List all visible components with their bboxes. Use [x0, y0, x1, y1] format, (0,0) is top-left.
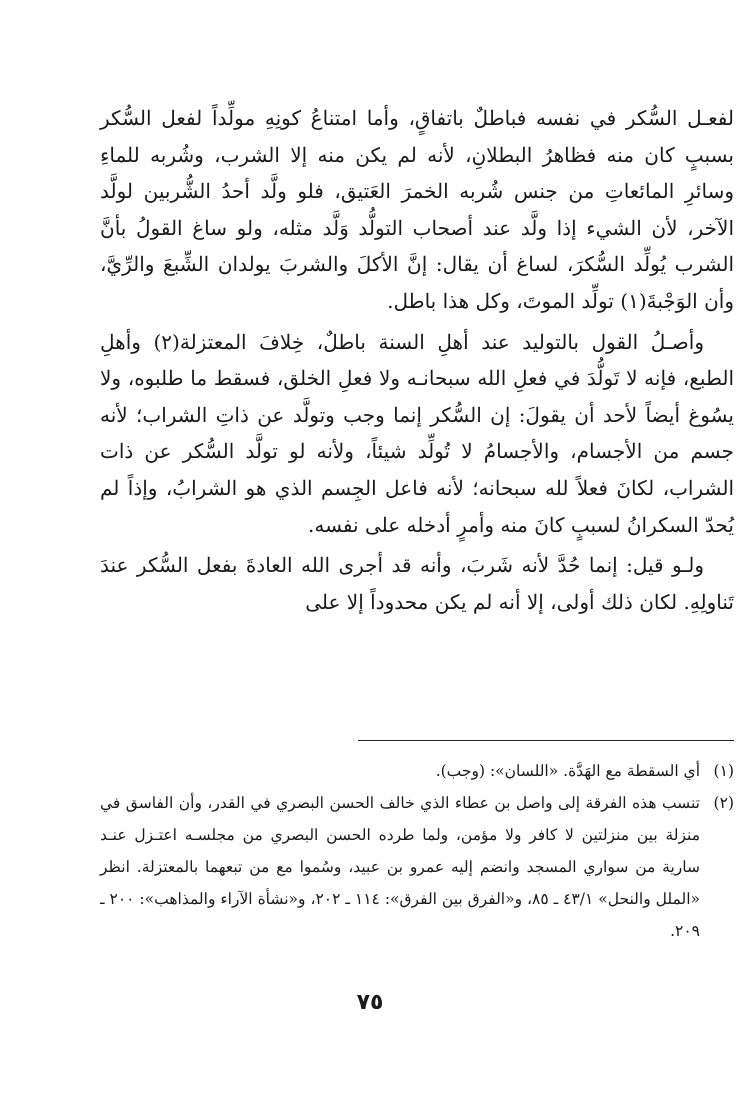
page-number: ٧٥: [356, 990, 384, 1015]
footnote-text: أي السقطة مع الهَدَّة. «اللسان»: (وجب).: [435, 762, 700, 780]
footnotes: [100, 755, 734, 947]
footnote-separator: [358, 740, 734, 741]
paragraph: لفعـل السُّكر في نفسه فباطلٌ باتفاقٍ، وأما امتناعُ كونِهِ مولِّداً لفعل السُّكر بسببٍ كان منه فظاهرُ البطلانِ، لأنه لم يكن منه إلا الشرب، وشُربه للماءِ وسائرِ المائعاتِ من جنس شُربه الخمرَ العَتيق، فلو ولَّد أحدُ الشُّربين لولَّد الآخر، لأن الشيء إذا ولَّد عند أصحاب التولُّد وَلَّد مثله، ولو ساغ القولُ بأنَّ الشرب يُولِّد السُّكرَ، لساغ أن يقال: إنَّ الأكلَ والشربَ يولدان الشِّبعَ والرِّيَّ، وأن الوَجْبةَ(١) تولِّد الموتَ، وكل هذا باطل.: [100, 106, 735, 313]
paragraph: ولـو قيل: إنما حُدَّ لأنه شَربَ، وأنه قد أجرى الله العادةَ بفعل السُّكر عندَ تَناولِهِ. لكان ذلك أولى، إلا أنه لم يكن محدوداً إلا على: [100, 553, 734, 614]
footnote: [100, 787, 734, 947]
paragraph: وأصـلُ القول بالتوليد عند أهلِ السنة باطلٌ، خِلافَ المعتزلة(٢) وأهلِ الطبع، فإنه لا تَولُّدَ في فعلِ الله سبحانـه ولا فعلِ الخلق، فسقط ما طلبوه، ولا يسُوغ أيضاً لأحد أن يقولَ: إن السُّكر إنما وجب وتولَّد عن ذاتِ الشراب؛ لأنه جسم من الأجسام، والأجسامُ لا تُولِّد شيئاً، ولأنه لو تولَّد السُّكر عن ذات الشراب، لكانَ فعلاً لله سبحانه؛ لأنه فاعل الجِسم الذي هو الشرابُ، وإذاً لم يُحدّ السكرانُ لسببٍ كانَ منه وأمرٍ أدخله على نفسه.: [100, 329, 734, 537]
footnote-number: (٢): [713, 794, 734, 812]
footnote: [100, 755, 734, 787]
footnote-number: (١): [713, 762, 734, 780]
footnote-text: تنسب هذه الفرقة إلى واصل بن عطاء الذي خالف الحسن البصري في القدر، وأن الفاسق في منزلة بين منزلتين لا كافر ولا مؤمن، ولما طرده الحسن البصري من مجلسـه اعتـزل عنـد سارية من سواري المسجد وانضم إليه عمرو بن عبيد، وسُموا مع من تبعهما بالمعتزلة. انظر «الملل والنحل» ٤٣/١ ـ ٨٥، و«الفرق بين الفرق»: ١١٤ ـ ٢٠٢، و«نشأة الآراء والمذاهب»: ٢٠٠ ـ ٢٠٩.: [100, 794, 700, 940]
main-text: [100, 100, 734, 620]
